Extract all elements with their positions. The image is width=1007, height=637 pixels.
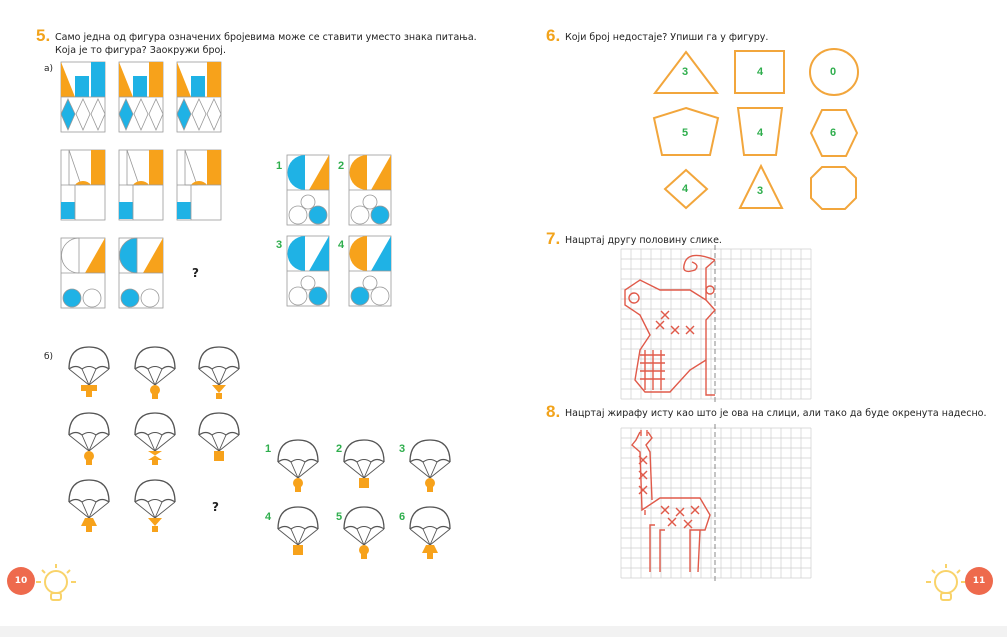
parachute-label-5[interactable]: 5: [336, 511, 343, 523]
task-7-text: Нацртај другу половину слике.: [565, 235, 722, 246]
parachute-label-2[interactable]: 2: [336, 443, 343, 455]
parachute-label-3[interactable]: 3: [399, 443, 406, 455]
option-label-1[interactable]: 1: [276, 160, 283, 172]
shape-value-6: 6: [830, 127, 837, 139]
shape-value-8: 3: [757, 185, 764, 197]
task-5-text-1: Само једна од фигура означених бројевима може се ставити уместо знака питања.: [55, 32, 477, 43]
task-7-number: 7.: [546, 229, 561, 248]
page-number-left: 10: [7, 567, 35, 595]
task-6-text: Који број недостаје? Упиши га у фигуру.: [565, 32, 769, 43]
shape-value-5: 4: [757, 127, 764, 139]
option-label-4[interactable]: 4: [338, 239, 345, 251]
shape-value-2: 4: [757, 66, 764, 78]
parachute-label-6[interactable]: 6: [399, 511, 406, 523]
shape-value-7: 4: [682, 183, 689, 195]
shape-value-3: 0: [830, 66, 837, 78]
parachute-label-1[interactable]: 1: [265, 443, 272, 455]
question-mark-a: ?: [192, 266, 199, 280]
task-8-number: 8.: [546, 402, 561, 421]
task-6-number: 6.: [546, 26, 561, 45]
task-5-text-2: Која је то фигура? Заокружи број.: [55, 45, 226, 56]
part-b-label: б): [44, 352, 54, 362]
task-5-number: 5.: [36, 26, 51, 45]
shape-value-4: 5: [682, 127, 689, 139]
option-label-2[interactable]: 2: [338, 160, 345, 172]
option-label-3[interactable]: 3: [276, 239, 283, 251]
lightbulb-icon-right: [924, 562, 968, 606]
shape-value-1: 3: [682, 66, 689, 78]
question-mark-b: ?: [212, 500, 219, 514]
parachute-label-4[interactable]: 4: [265, 511, 272, 523]
task-8-text: Нацртај жирафу исту као што је ова на слици, али тако да буде окренута надесно.: [565, 408, 987, 419]
page-number-right: 11: [965, 567, 993, 595]
part-a-label: а): [44, 64, 54, 74]
